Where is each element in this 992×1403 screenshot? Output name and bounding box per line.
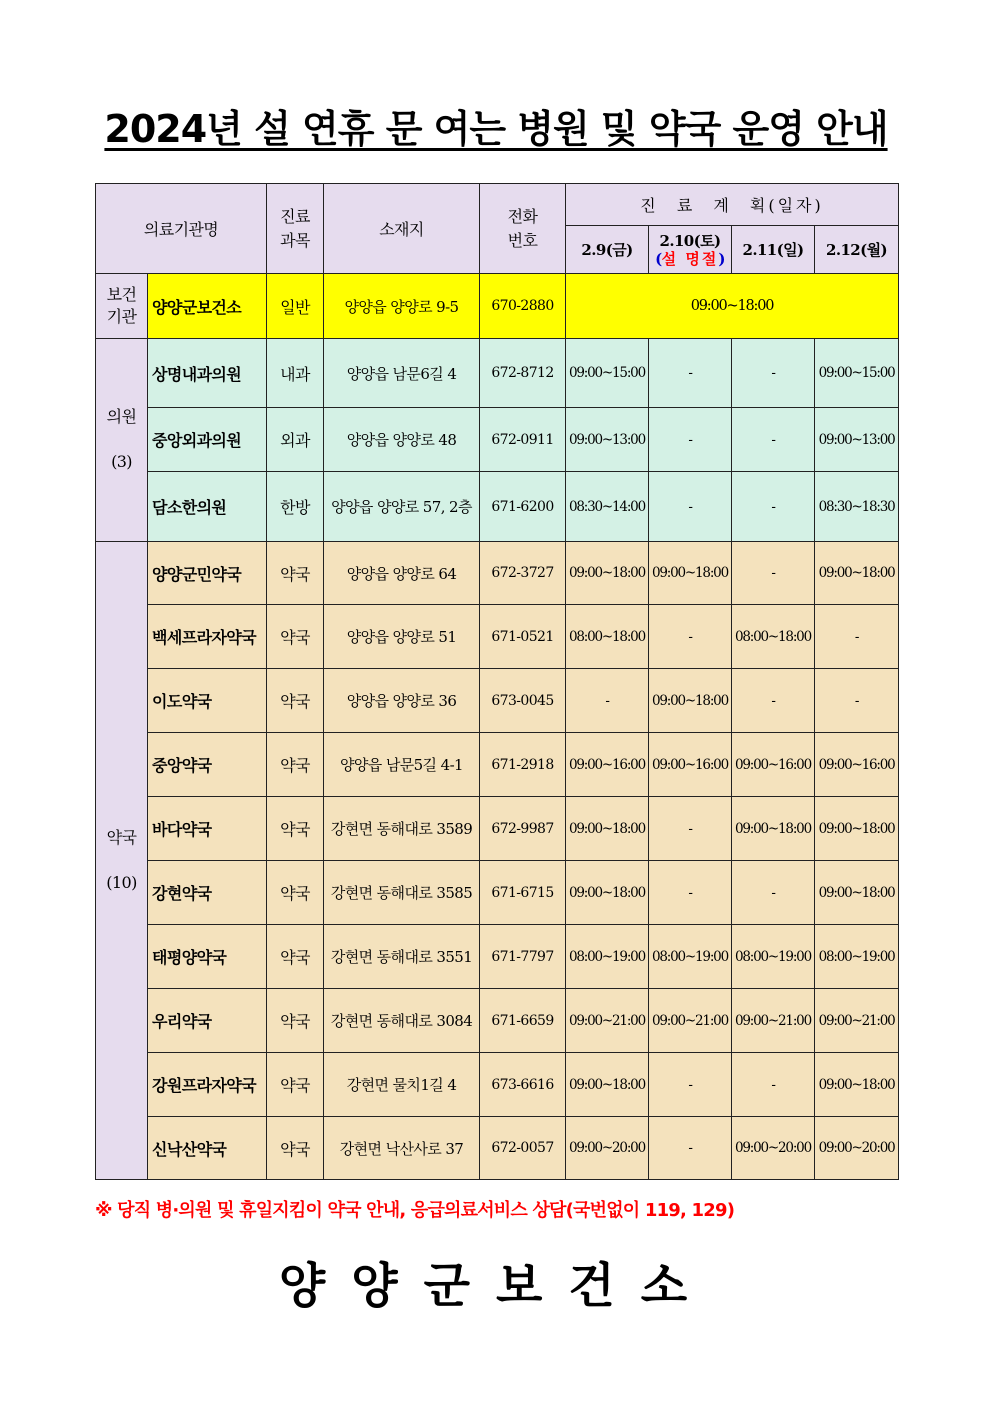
header-phone-text: 전화 번호: [507, 207, 538, 250]
hours-day-1: -: [649, 1053, 732, 1117]
hours-day-2: -: [732, 669, 815, 733]
hours-day-3: 09:00~18:00: [815, 542, 899, 605]
table-row: [96, 861, 899, 925]
department: 약국: [267, 1117, 324, 1180]
hours-day-2: -: [732, 861, 815, 925]
table-row: [96, 1053, 899, 1117]
department: 약국: [267, 669, 324, 733]
table-row: [96, 989, 899, 1053]
address: 양양읍 양양로 48: [324, 408, 480, 472]
table-row: [96, 733, 899, 797]
department: 약국: [267, 542, 324, 605]
hours-day-1: -: [649, 339, 732, 408]
institution-name: 중앙약국: [148, 733, 267, 797]
department: 외과: [267, 408, 324, 472]
institution-name: 신낙산약국: [148, 1117, 267, 1180]
hours-day-3: 08:00~19:00: [815, 925, 899, 989]
address: 양양읍 양양로 51: [324, 605, 480, 669]
hours-day-3: 09:00~18:00: [815, 797, 899, 861]
hours-day-0: 09:00~20:00: [566, 1117, 649, 1180]
group-label-health: [96, 274, 148, 339]
hours-day-3: -: [815, 605, 899, 669]
department: 약국: [267, 733, 324, 797]
hours-day-1: -: [649, 1117, 732, 1180]
hours-day-0: 09:00~18:00: [566, 1053, 649, 1117]
header-department: [267, 184, 324, 274]
hours-day-3: -: [815, 669, 899, 733]
department: 약국: [267, 925, 324, 989]
table-row: [96, 542, 899, 605]
address: 강현면 낙산사로 37: [324, 1117, 480, 1180]
institution-name: 백세프라자약국: [148, 605, 267, 669]
address: 양양읍 양양로 57, 2층: [324, 472, 480, 542]
department: 내과: [267, 339, 324, 408]
hours-day-3: 09:00~13:00: [815, 408, 899, 472]
organization-name: 양양군보건소: [278, 1258, 714, 1314]
header-date-1-sub: 설 명절: [661, 249, 719, 268]
group-label-clinic-text: 의원 (3): [106, 407, 137, 472]
department: 약국: [267, 989, 324, 1053]
hours-day-0: 08:00~18:00: [566, 605, 649, 669]
hours-day-0: 09:00~18:00: [566, 797, 649, 861]
table-row: [96, 408, 899, 472]
footer-note: ※ 당직 병·의원 및 휴일지킴이 약국 안내, 응급의료서비스 상담(국번없이 119, 129): [95, 1200, 735, 1221]
header-date-1: [649, 226, 732, 274]
institution-name: 바다약국: [148, 797, 267, 861]
phone: 671-6659: [480, 989, 566, 1053]
hours-day-0: -: [566, 669, 649, 733]
table-row: [96, 797, 899, 861]
header-date-2: 2.11(일): [732, 226, 815, 274]
header-department-text: 진료 과목: [280, 207, 310, 250]
phone: 673-6616: [480, 1053, 566, 1117]
institution-name: 양양군보건소: [148, 274, 267, 339]
hours-day-1: -: [649, 472, 732, 542]
department: 약국: [267, 797, 324, 861]
table-row: [96, 605, 899, 669]
header-date-1-label: 2.10(토): [659, 231, 721, 250]
hours-day-3: 08:30~18:30: [815, 472, 899, 542]
hours-day-3: 09:00~18:00: [815, 1053, 899, 1117]
hours-day-1: 09:00~18:00: [649, 542, 732, 605]
schedule-table: [95, 183, 899, 1180]
header-institution: 의료기관명: [96, 184, 267, 274]
header-schedule: 진 료 계 획(일자): [566, 184, 899, 226]
header-date-3: 2.12(월): [815, 226, 899, 274]
header-date-0: 2.9(금): [566, 226, 649, 274]
address: 양양읍 양양로 9-5: [324, 274, 480, 339]
phone: 671-0521: [480, 605, 566, 669]
phone: 672-0911: [480, 408, 566, 472]
phone: 670-2880: [480, 274, 566, 339]
hours-day-3: 09:00~20:00: [815, 1117, 899, 1180]
hours-day-1: -: [649, 408, 732, 472]
header-date-1-open: (: [655, 249, 662, 268]
hours-day-1: 09:00~16:00: [649, 733, 732, 797]
group-label-pharm-text: 약국 (10): [106, 827, 137, 892]
hours-day-2: 09:00~18:00: [732, 797, 815, 861]
hours-day-0: 09:00~21:00: [566, 989, 649, 1053]
address: 강현면 동해대로 3551: [324, 925, 480, 989]
department: 한방: [267, 472, 324, 542]
phone: 671-6715: [480, 861, 566, 925]
phone: 672-9987: [480, 797, 566, 861]
institution-name: 이도약국: [148, 669, 267, 733]
hours-day-2: -: [732, 542, 815, 605]
address: 양양읍 남문6길 4: [324, 339, 480, 408]
hours-day-3: 09:00~16:00: [815, 733, 899, 797]
phone: 671-2918: [480, 733, 566, 797]
health-group: [96, 274, 899, 339]
group-label-pharm: [96, 542, 148, 1180]
hours-day-3: 09:00~18:00: [815, 861, 899, 925]
address: 강현면 동해대로 3589: [324, 797, 480, 861]
department: 약국: [267, 861, 324, 925]
hours-day-1: 08:00~19:00: [649, 925, 732, 989]
institution-name: 중앙외과의원: [148, 408, 267, 472]
phone: 672-3727: [480, 542, 566, 605]
department: 약국: [267, 1053, 324, 1117]
institution-name: 우리약국: [148, 989, 267, 1053]
hours-day-2: -: [732, 339, 815, 408]
clinic-group: [96, 339, 899, 542]
hours-day-3: 09:00~15:00: [815, 339, 899, 408]
header-date-1-close: ): [718, 249, 725, 268]
hours-day-0: 09:00~16:00: [566, 733, 649, 797]
hours-day-1: -: [649, 605, 732, 669]
address: 강현면 물치1길 4: [324, 1053, 480, 1117]
table-header: [96, 184, 899, 274]
hours-day-2: 09:00~20:00: [732, 1117, 815, 1180]
hours-day-1: -: [649, 797, 732, 861]
hours-day-2: 09:00~21:00: [732, 989, 815, 1053]
header-phone: [480, 184, 566, 274]
address: 양양읍 양양로 36: [324, 669, 480, 733]
hours-day-0: 08:30~14:00: [566, 472, 649, 542]
department: 약국: [267, 605, 324, 669]
header-address: 소재지: [324, 184, 480, 274]
group-label-health-text: 보건 기관: [106, 284, 137, 326]
phone: 671-7797: [480, 925, 566, 989]
page-title-text: 2024년 설 연휴 문 여는 병원 및 약국 운영 안내: [104, 107, 888, 151]
group-label-clinic: [96, 339, 148, 542]
table-row: [96, 669, 899, 733]
hours-day-0: 08:00~19:00: [566, 925, 649, 989]
hours-day-0: 09:00~18:00: [566, 542, 649, 605]
table-row: [96, 1117, 899, 1180]
institution-name: 강현약국: [148, 861, 267, 925]
phone: 671-6200: [480, 472, 566, 542]
hours-day-2: -: [732, 472, 815, 542]
hours-day-0: 09:00~13:00: [566, 408, 649, 472]
institution-name: 태평양약국: [148, 925, 267, 989]
address: 강현면 동해대로 3084: [324, 989, 480, 1053]
hours-day-3: 09:00~21:00: [815, 989, 899, 1053]
pharmacy-group: [96, 542, 899, 1180]
institution-name: 담소한의원: [148, 472, 267, 542]
department: 일반: [267, 274, 324, 339]
address: 강현면 동해대로 3585: [324, 861, 480, 925]
table-row: [96, 339, 899, 408]
address: 양양읍 남문5길 4-1: [324, 733, 480, 797]
institution-name: 양양군민약국: [148, 542, 267, 605]
hours-day-2: -: [732, 1053, 815, 1117]
hours-day-1: 09:00~18:00: [649, 669, 732, 733]
hours-day-0: 09:00~18:00: [566, 861, 649, 925]
table-row: [96, 472, 899, 542]
header-date-1-holiday: [649, 250, 731, 268]
hours-day-0: 09:00~15:00: [566, 339, 649, 408]
hours: 09:00~18:00: [566, 274, 899, 339]
table-row: [96, 274, 899, 339]
phone: 673-0045: [480, 669, 566, 733]
table-row: [96, 925, 899, 989]
institution-name: 상명내과의원: [148, 339, 267, 408]
hours-day-1: -: [649, 861, 732, 925]
page-title: [0, 98, 992, 153]
hours-day-2: 08:00~18:00: [732, 605, 815, 669]
address: 양양읍 양양로 64: [324, 542, 480, 605]
phone: 672-8712: [480, 339, 566, 408]
hours-day-1: 09:00~21:00: [649, 989, 732, 1053]
hours-day-2: 08:00~19:00: [732, 925, 815, 989]
hours-day-2: -: [732, 408, 815, 472]
hours-day-2: 09:00~16:00: [732, 733, 815, 797]
institution-name: 강원프라자약국: [148, 1053, 267, 1117]
phone: 672-0057: [480, 1117, 566, 1180]
